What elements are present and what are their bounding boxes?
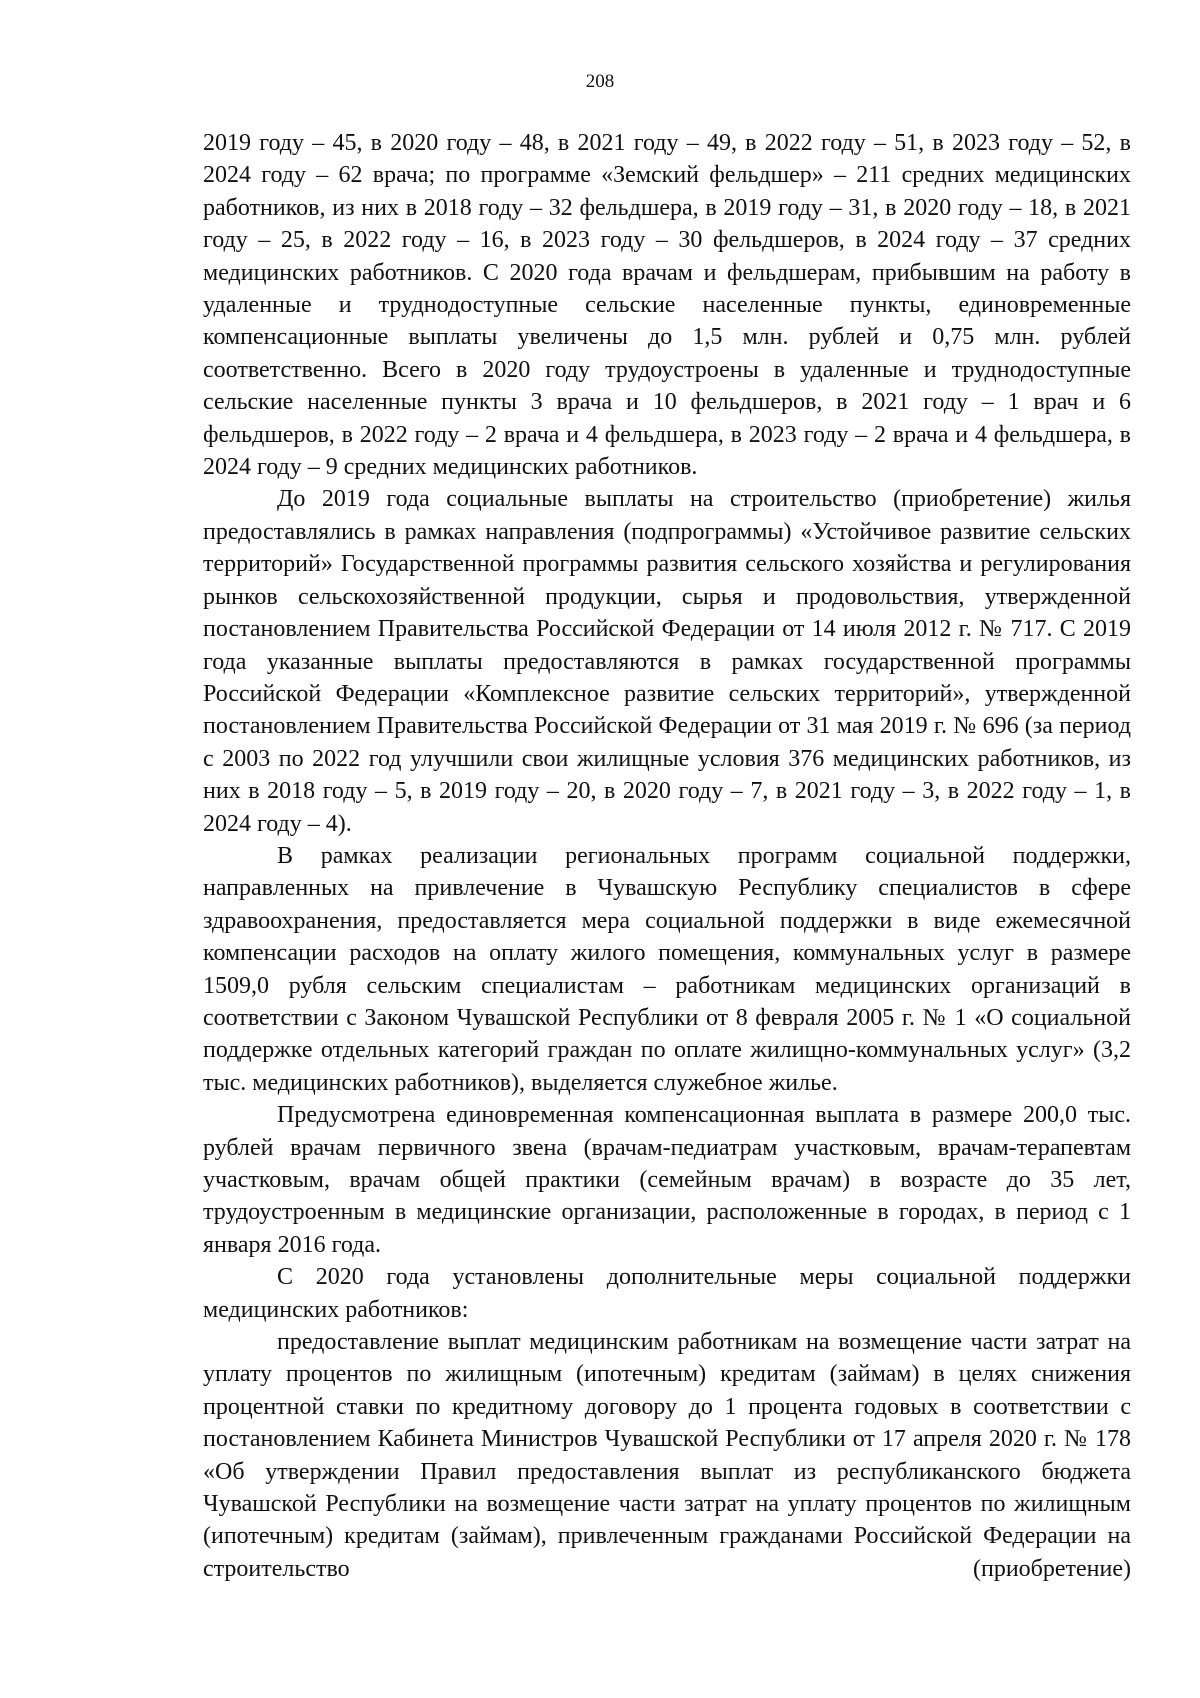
paragraph-4: Предусмотрена единовременная компенсационная выплата в размере 200,0 тыс. рублей врачам первичного звена (врачам-педиатрам участковым, врачам-терапевтам участковым, врачам общей практики (семейным врачам) в возрасте до 35 лет, трудоустроенным в медицинские организации, расположенные в городах, в период с 1 января 2016 года. (203, 1102, 1131, 1258)
document-body (203, 127, 1131, 1585)
paragraph-2: До 2019 года социальные выплаты на строительство (приобретение) жилья предоставлялись в рамках направления (подпрограммы) «Устойчивое развитие сельских территорий» Государственной программы развития сельского хозяйства и регулирования рынков сельскохозяйственной продукции, сырья и продовольствия, утвержденной постановлением Правительства Российской Федерации от 14 июля 2012 г. № 717. С 2019 года указанные выплаты предоставляются в рамках государственной программы Российской Федерации «Комплексное развитие сельских территорий», утвержденной постановлением Правительства Российской Федерации от 31 мая 2019 г. № 696 (за период с 2003 по 2022 год улучшили свои жилищные условия 376 медицинских работников, из них в 2018 году – 5, в 2019 году – 20, в 2020 году – 7, в 2021 году – 3, в 2022 году – 1, в 2024 году – 4). (203, 486, 1131, 837)
paragraph-1: 2019 году – 45, в 2020 году – 48, в 2021 году – 49, в 2022 году – 51, в 2023 году – 52, в 2024 году – 62 врача; по программе «Земский фельдшер» – 211 средних медицинских работников, из них в 2018 году – 32 фельдшера, в 2019 году – 31, в 2020 году – 18, в 2021 году – 25, в 2022 году – 16, в 2023 году – 30 фельдшеров, в 2024 году – 37 средних медицинских работников. С 2020 года врачам и фельдшерам, прибывшим на работу в удаленные и труднодоступные сельские населенные пункты, единовременные компенсационные выплаты увеличены до 1,5 млн. рублей и 0,75 млн. рублей соответственно. Всего в 2020 году трудоустроены в удаленные и труднодоступные сельские населенные пункты 3 врача и 10 фельдшеров, в 2021 году – 1 врач и 6 фельдшеров, в 2022 году – 2 врача и 4 фельдшера, в 2023 году – 2 врача и 4 фельдшера, в 2024 году – 9 средних медицинских работников. (203, 130, 1131, 481)
paragraph-3: В рамках реализации региональных программ социальной поддержки, направленных на привлечение в Чувашскую Республику специалистов в сфере здравоохранения, предоставляется мера социальной поддержки в виде ежемесячной компенсации расходов на оплату жилого помещения, коммунальных услуг в размере 1509,0 рубля сельским специалистам – работникам медицинских организаций в соответствии с Законом Чувашской Республики от 8 февраля 2005 г. № 1 «О социальной поддержке отдельных категорий граждан по оплате жилищно-коммунальных услуг» (3,2 тыс. медицинских работников), выделяется служебное жилье. (203, 842, 1131, 1096)
page-number: 208 (585, 71, 615, 92)
paragraph-5: С 2020 года установлены дополнительные меры социальной поддержки медицинских работников: (203, 1264, 1131, 1323)
paragraph-6: предоставление выплат медицинским работникам на возмещение части затрат на уплату процентов по жилищным (ипотечным) кредитам (займам) в целях снижения процентной ставки по кредитному договору до 1 процента годовых в соответствии с постановлением Кабинета Министров Чувашской Республики от 17 апреля 2020 г. № 178 «Об утверждении Правил предоставления выплат из республиканского бюджета Чувашской Республики на возмещение части затрат на уплату процентов по жилищным (ипотечным) кредитам (займам), привлеченным гражданами Российской Федерации на строительство (приобретение) (203, 1329, 1131, 1582)
